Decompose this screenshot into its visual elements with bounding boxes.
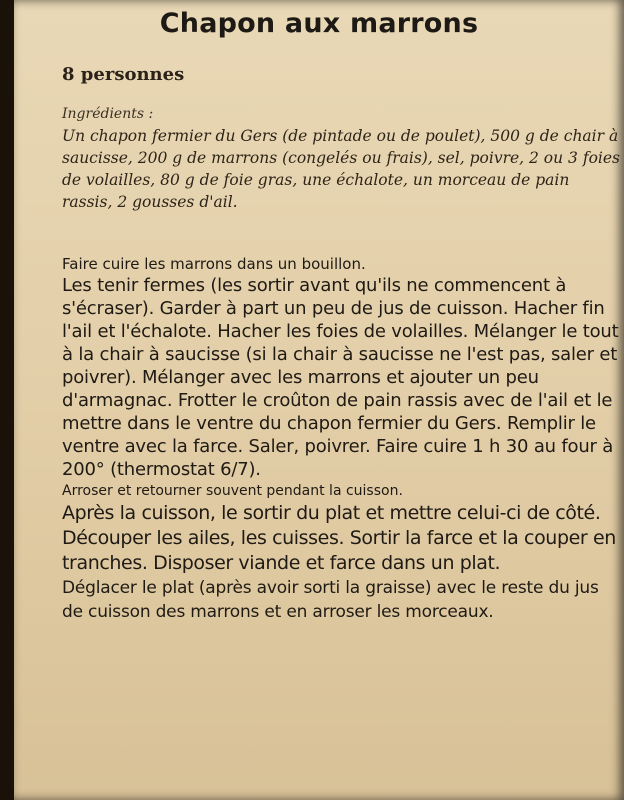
step-4: Après la cuisson, le sortir du plat et mettre celui-ci de côté. Découper les ailes, les cuisses. Sortir la farce et la couper en tranches. Disposer viande et farce dans un plat. (62, 502, 616, 574)
step-5: Déglacer le plat (après avoir sorti la graisse) avec le reste du jus de cuisson des marrons et en arroser les morceaux. (62, 578, 599, 622)
ingredients-text: Un chapon fermier du Gers (de pintade ou de poulet), 500 g de chair à saucisse, 200 g de marrons (congelés ou frais), sel, poivre, 2 ou 3 foies de volailles, 80 g de foie gras, une échalote, un morceau de pain rassis, 2 gousses d'ail. (62, 127, 620, 211)
recipe-title: Chapon aux marrons (159, 8, 479, 39)
step-3: Arroser et retourner souvent pendant la cuisson. (62, 483, 403, 499)
ingredients-label: Ingrédients : (62, 106, 154, 122)
step-2: Les tenir fermes (les sortir avant qu'ils ne commencent à s'écraser). Garder à part un peu de jus de cuisson. Hacher fin l'ail et l'échalote. Hacher les foies de volailles. Mélanger le tout à la chair à saucisse (si la chair à saucisse ne l'est pas, saler et poivrer). Mélanger avec les marrons et ajouter un peu d'armagnac. Frotter le croûton de pain rassis avec de l'ail et le mettre dans le ventre du chapon fermier du Gers. Remplir le ventre avec la farce. Saler, poivrer. Faire cuire 1 h 30 au four à 200° (thermostat 6/7). (62, 275, 619, 480)
recipe-card (14, 0, 624, 800)
method-section (62, 254, 622, 624)
servings: 8 personnes (62, 64, 185, 85)
step-1: Faire cuire les marrons dans un bouillon. (62, 255, 366, 273)
